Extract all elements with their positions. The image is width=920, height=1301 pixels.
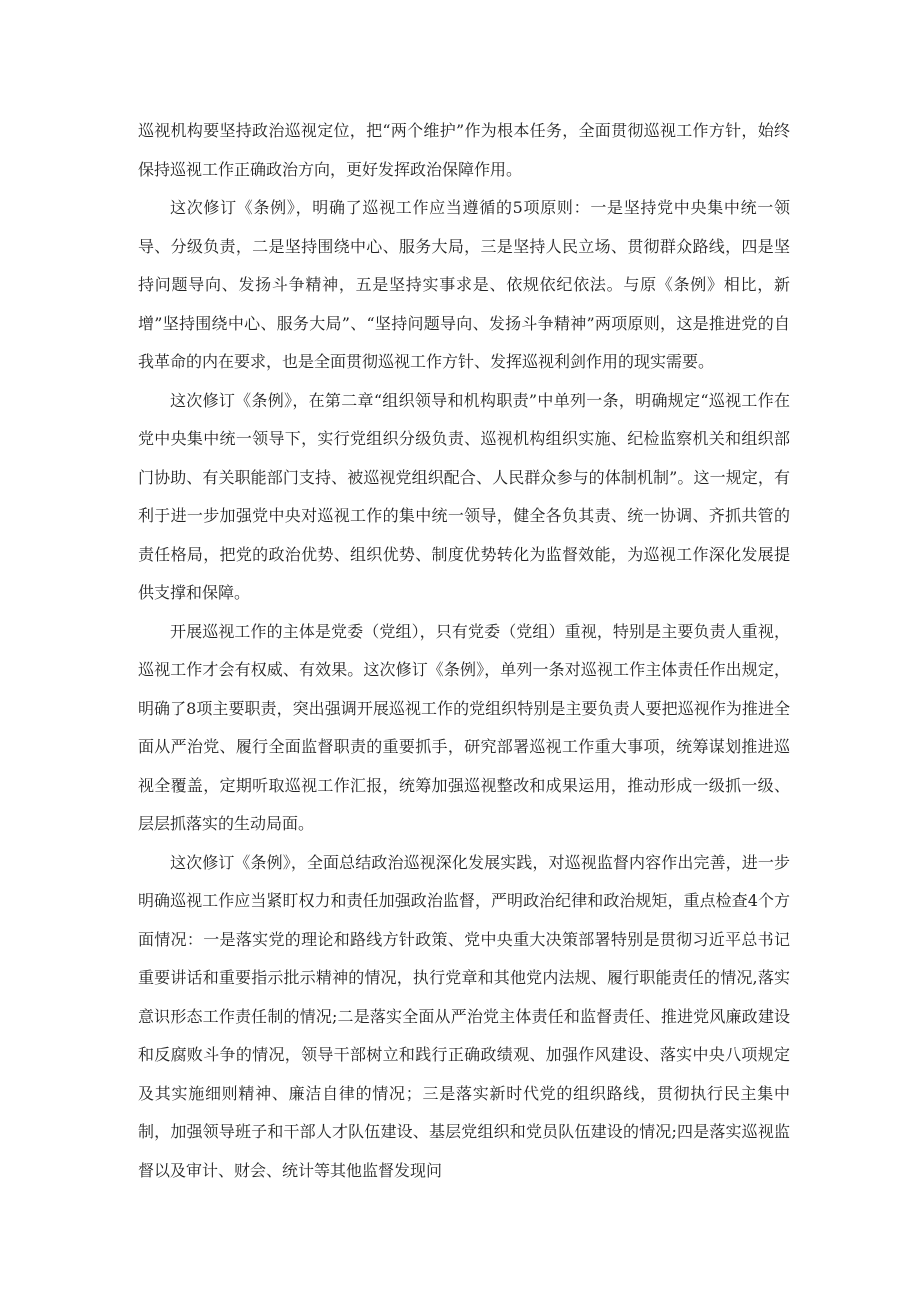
paragraph-1: 巡视机构要坚持政治巡视定位，把“两个维护”作为根本任务，全面贯彻巡视工作方针，始终保持巡视工作正确政治方向，更好发挥政治保障作用。 <box>138 121 790 179</box>
document-body <box>138 112 790 1190</box>
paragraph-4: 开展巡视工作的主体是党委（党组），只有党委（党组）重视，特别是主要负责人重视，巡视工作才会有权威、有效果。这次修订《条例》，单列一条对巡视工作主体责任作出规定，明确了8项主要职责，突出强调开展巡视工作的党组织特别是主要负责人要把巡视作为推进全面从严治党、履行全面监督职责的重要抓手，研究部署巡视工作重大事项，统筹谋划推进巡视全覆盖，定期听取巡视工作汇报，统筹加强巡视整改和成果运用，推动形成一级抓一级、层层抓落实的生动局面。 <box>138 621 790 833</box>
paragraph-2: 这次修订《条例》，明确了巡视工作应当遵循的5项原则：一是坚持党中央集中统一领导、分级负责，二是坚持围绕中心、服务大局，三是坚持人民立场、贯彻群众路线，四是坚持问题导向、发扬斗争精神，五是坚持实事求是、依规依纪依法。与原《条例》相比，新增”坚持围绕中心、服务大局”、“坚持问题导向、发扬斗争精神”两项原则，这是推进党的自我革命的内在要求，也是全面贯彻巡视工作方针、发挥巡视利剑作用的现实需要。 <box>138 198 790 371</box>
paragraph-5: 这次修订《条例》，全面总结政治巡视深化发展实践，对巡视监督内容作出完善，进一步明确巡视工作应当紧盯权力和责任加强政治监督，严明政治纪律和政治规矩，重点检查4个方面情况：一是落实党的理论和路线方针政策、党中央重大决策部署特别是贯彻习近平总书记重要讲话和重要指示批示精神的情况，执行党章和其他党内法规、履行职能责任的情况,落实意识形态工作责任制的情况;二是落实全面从严治党主体责任和监督责任、推进党风廉政建设和反腐败斗争的情况，领导干部树立和践行正确政绩观、加强作风建设、落实中央八项规定及其实施细则精神、廉洁自律的情况；三是落实新时代党的组织路线，贯彻执行民主集中制，加强领导班子和干部人才队伍建设、基层党组织和党员队伍建设的情况;四是落实巡视监督以及审计、财会、统计等其他监督发现问 <box>138 852 790 1180</box>
paragraph-3: 这次修订《条例》，在第二章“组织领导和机构职责”中单列一条，明确规定“巡视工作在党中央集中统一领导下，实行党组织分级负责、巡视机构组织实施、纪检监察机关和组织部门协助、有关职能部门支持、被巡视党组织配合、人民群众参与的体制机制”。这一规定，有利于进一步加强党中央对巡视工作的集中统一领导，健全各负其责、统一协调、齐抓共管的责任格局，把党的政治优势、组织优势、制度优势转化为监督效能，为巡视工作深化发展提供支撑和保障。 <box>138 390 790 602</box>
